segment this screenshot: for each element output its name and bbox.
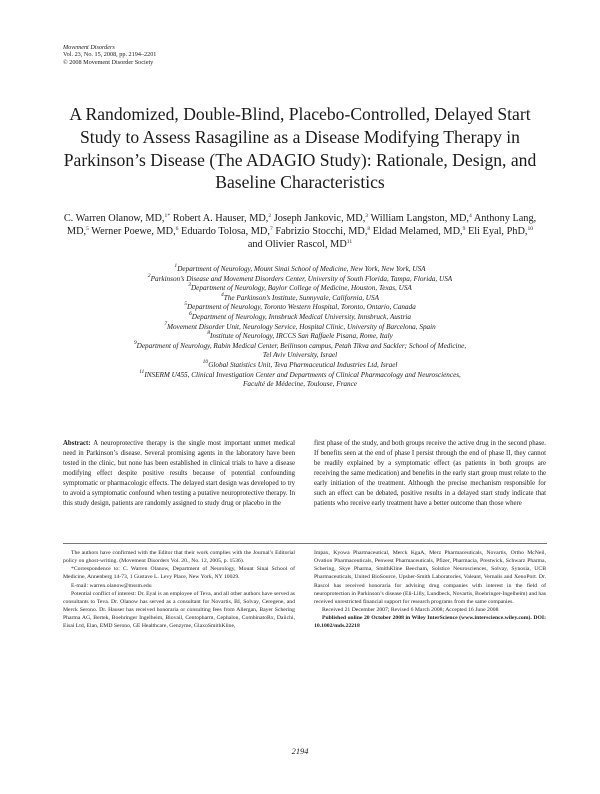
affiliation-marker: 8 xyxy=(207,330,210,337)
author-affiliation-marker: 5 xyxy=(86,226,89,232)
author xyxy=(64,213,170,224)
author xyxy=(373,226,466,237)
affiliation xyxy=(40,265,560,275)
footnote-correspondence: *Correspondence to: C. Warren Olanow, Department of Neurology, Mount Sinai School of Medicine, Annenberg 14-73, 1 Gustave L. Levy Place, New York, NY 10029. xyxy=(63,566,295,581)
affiliation-text: The Parkinson’s Institute, Sunnyvale, California, USA xyxy=(223,293,379,302)
affiliation-marker: 1 xyxy=(174,263,178,269)
footnote-published: Published online 20 October 2008 in Wiley InterScience (www.interscience.wiley.com). DOI: 10.1002/mds.22218 xyxy=(314,615,546,630)
affiliation-text: Parkinson’s Disease and Movement Disorders Center, University of South Florida, Tampa, Florida, USA xyxy=(150,274,453,283)
author-name: Eldad Melamed, MD, xyxy=(372,226,463,237)
journal-volume: Vol. 23, No. 15, 2008, pp. 2194–2201 xyxy=(63,51,157,59)
author-affiliation-marker: 7 xyxy=(269,226,273,232)
journal-copyright: © 2008 Movement Disorder Society xyxy=(63,58,154,66)
affiliation-text: Tel Aviv University, Israel xyxy=(262,351,338,360)
affiliation-marker: 4 xyxy=(221,291,224,298)
affiliation-text: Department of Neurology, Baylor College of Medicine, Houston, Texas, USA xyxy=(190,284,412,293)
abstract-right-column xyxy=(314,439,546,509)
affiliation xyxy=(40,291,560,304)
author-name: Eduardo Tolosa, MD, xyxy=(181,226,270,237)
author-name: Anthony Lang, MD, xyxy=(66,213,537,237)
affiliation-marker: 11 xyxy=(139,368,145,375)
affiliation xyxy=(40,368,560,381)
author-affiliation-marker: 4 xyxy=(469,213,472,219)
affiliation xyxy=(40,284,560,294)
author xyxy=(275,226,370,237)
affiliation xyxy=(40,339,560,352)
affiliation-marker: 6 xyxy=(189,310,192,317)
author-name: Joseph Jankovic, MD, xyxy=(273,213,366,224)
journal-header xyxy=(63,44,363,66)
affiliation-text: Faculté de Médecine, Toulouse, France xyxy=(243,380,357,389)
author-name: William Langston, MD, xyxy=(370,213,470,224)
author-affiliation-marker: 9 xyxy=(462,226,466,232)
author xyxy=(181,226,273,237)
affiliation-list xyxy=(40,265,560,390)
affiliation xyxy=(40,351,560,361)
affiliation-marker: 10 xyxy=(202,358,209,365)
affiliation-text: Department of Neurology, Rabin Medical Center, Beilinson campus, Petah Tikva and Sackler; School of Medicine, xyxy=(136,341,467,350)
author-affiliation-marker: 2 xyxy=(268,213,272,219)
author-affiliation-marker: 10 xyxy=(527,226,534,232)
affiliation-text: Department of Neurology, Toronto Western Hospital, Toronto, Ontario, Canada xyxy=(186,303,416,312)
author xyxy=(91,226,178,237)
affiliation-marker: 3 xyxy=(188,282,191,289)
author xyxy=(173,213,271,224)
affiliation-marker: 7 xyxy=(164,320,168,327)
footnote-received: Received 21 December 2007; Revised 6 March 2008; Accepted 16 June 2008 xyxy=(322,607,499,614)
affiliation-marker: 2 xyxy=(147,272,151,279)
abstract-text-right: first phase of the study, and both groups receive the active drug in the second phase. If benefits seen at the end of phase I persist through the end of phase II, they cannot be readily explained by a symptomatic effect (as patients in both groups are receiving the same medication) and benefits in the early start group must relate to the early initiation of the treatment. Although the precise mechanism responsible for such an effect can be debated, positive results in a delayed start study indicate that patients who receive early treatment have a better outcome than those where xyxy=(314,440,546,508)
footnotes-right xyxy=(314,549,546,631)
affiliation-text: Institute of Neurology, IRCCS San Raffaele Pisana, Rome, Italy xyxy=(210,332,393,341)
author-affiliation-marker: 6 xyxy=(175,226,179,232)
affiliation xyxy=(40,332,560,342)
author-affiliation-marker: 1* xyxy=(164,213,171,219)
affiliation xyxy=(40,380,560,390)
author-name: Robert A. Hauser, MD, xyxy=(172,213,269,224)
footnote-conflict-continued: Impax, Kyowa Pharmaceutical, Merck KgaA, Merz Pharmaceuticals, Novartis, Ortho McNeil, Ovation Pharmaceuticals, Penwest Pharmaceuticals, Pfizer, Pharmacia, Prestwick, Schwarz Pharma, Schering, Skye Pharma, SmithKline Beecham, Solstice Neurosciences, Solvay, Synosia, UCB Pharmaceuticals, United BioSource, Upsher-Smith Laboratories, Valeant, Vernalis and XenoPort. Dr. Rascol has received honoraria for advising drug companies with interest in the field of neuroprotection in Parkinson’s disease (Eli-Lilly, Lundbeck, Novartis, Boehringer-Ingelheim) and has received unrestricted financial support for research programs from the same companies. xyxy=(314,550,547,605)
footnote-conflict: Potential conflict of interest: Dr. Eyal is an employee of Teva, and all other authors have served as consultants to Teva. Dr. Olanow has served as a consultant for Novartis, BI, Solvay, Ceregene, and Merck Serono. Dr. Hauser has received honoraria or consulting fees from Allergan, Bayer Schering Pharma AG, Bertek, Boehringer Ingelheim, Biovail, Centopharm, Cephalon, CombinatoRx, Daiichi, Eisai Ltd, Elan, EMD Serono, GE Healthcare, Genzyme, GlaxoSmithKline, xyxy=(63,590,295,630)
paper-title: A Randomized, Double-Blind, Placebo-Controlled, Delayed Start Study to Assess Rasagiline as a Disease Modifying Therapy in Parkinson’s Disease (The ADAGIO Study): Rationale, Design, and Baseline Characteristics xyxy=(63,104,537,193)
page-number: 2194 xyxy=(291,747,309,756)
author xyxy=(274,213,368,224)
affiliation xyxy=(40,310,560,323)
author-name: Werner Poewe, MD, xyxy=(91,226,176,237)
abstract-text-left: A neuroprotective therapy is the single most important unmet medical need in Parkinson’s disease. Several promising agents in the laboratory have been tested in the clinic, but none has been established in clinical trials to have a disease modifying effect despite positive results because of potential confounding symptomatic or pharmacologic effects. The delayed start design was developed to try to avoid a symptomatic confound when testing a putative neuroprotective therapy. In this study design, patients are randomly assigned to study drug or placebo in the xyxy=(63,440,296,508)
footnote-ghostwriting: The authors have confirmed with the Editor that their work complies with the Journal’s Editorial policy on ghost-writing. (Movement Disorders Vol. 20., No. 12, 2005, p. 1536). xyxy=(63,550,295,565)
author xyxy=(468,226,533,237)
author-name: Eli Eyal, PhD, xyxy=(467,226,528,237)
footnote-email: E-mail: warren.olanow@mssm.edu xyxy=(71,582,152,589)
affiliation-marker: 5 xyxy=(184,301,187,308)
affiliation-text: Global Statistics Unit, Teva Pharmaceutical Industries Ltd, Israel xyxy=(208,360,398,369)
author-affiliation-marker: 11 xyxy=(346,239,353,245)
affiliation xyxy=(40,320,560,333)
author xyxy=(370,213,471,224)
author-name: C. Warren Olanow, MD, xyxy=(63,213,165,224)
affiliation xyxy=(40,358,560,371)
author-name: and Olivier Rascol, MD xyxy=(247,239,347,250)
affiliation-text: Department of Neurology, Innsbruck Medical University, Innsbruck, Austria xyxy=(191,312,411,321)
affiliation-marker: 9 xyxy=(133,339,137,346)
abstract-left-column xyxy=(63,439,295,509)
affiliation-text: INSERM U455, Clinical Investigation Center and Departments of Clinical Pharmacology and Neurosciences, xyxy=(144,370,461,379)
author-affiliation-marker: 8 xyxy=(367,226,371,232)
author-affiliation-marker: 3 xyxy=(365,213,369,219)
author xyxy=(248,239,352,250)
author-name: Fabrizio Stocchi, MD, xyxy=(275,226,368,237)
journal-name: Movement Disorders xyxy=(63,44,115,51)
affiliation xyxy=(40,272,560,285)
affiliation xyxy=(40,303,560,313)
affiliation-text: Department of Neurology, Mount Sinai School of Medicine, New York, New York, USA xyxy=(177,265,426,273)
author-list xyxy=(60,212,540,251)
footnotes-left xyxy=(63,549,295,631)
affiliation-text: Movement Disorder Unit, Neurology Service, Hospital Clinic, University of Barcelona, Spain xyxy=(167,322,436,331)
abstract-label: Abstract: xyxy=(63,440,91,447)
footnote-divider xyxy=(63,543,547,544)
